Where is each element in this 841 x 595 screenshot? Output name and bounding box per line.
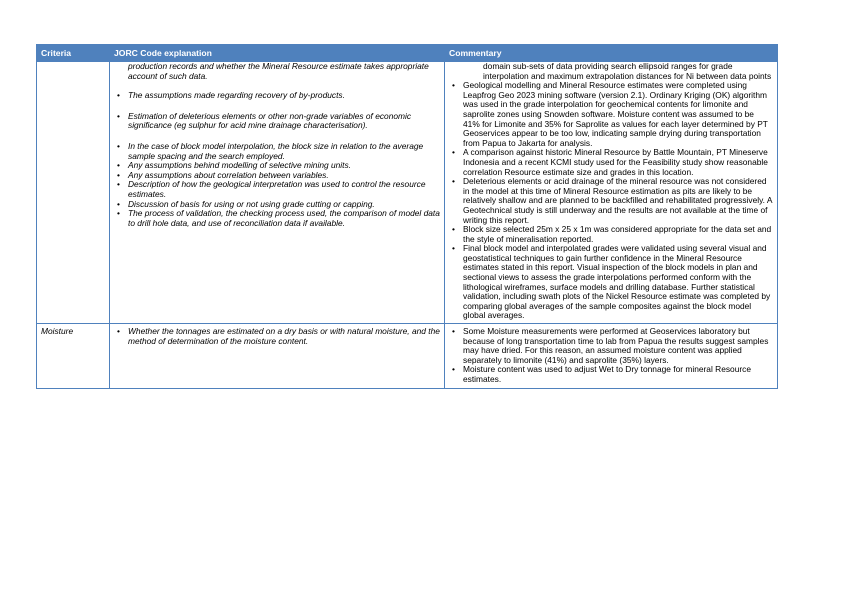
list-item: • Any assumptions about correlation between variables. — [114, 171, 440, 181]
commentary-continuation-text: domain sub-sets of data providing search ellipsoid ranges for grade interpolation and maximum extrapolation distances for Ni between data points — [483, 61, 772, 81]
commentary-bullet-list — [449, 81, 773, 321]
jorc-bullet-list — [114, 327, 440, 346]
header-commentary: Commentary — [445, 45, 778, 62]
list-item: • Final block model and interpolated grades were validated using several visual and geostatistical techniques to gain further confidence in the Mineral Resource estimates stated in this report. Visual inspection of the block models in plan and sectional views to assess the grade interpolations performed conform with the lithological wireframes, surface models and drilling database. Further statistical validation, including swath plots of the Nickel Resource estimate was completed by comparing global averages of the sample composites against the block model global averages. — [449, 244, 773, 321]
jorc-cell — [110, 62, 445, 324]
criteria-cell: Moisture — [37, 324, 110, 389]
list-item: • Some Moisture measurements were performed at Geoservices laboratory but because of long transportation time to lab from Papua the results suggest samples may have dried. For this reason, an assumed moisture content was applied separately to limonite (41%) and saprolite (35%) layers. — [449, 327, 773, 365]
list-item: • The assumptions made regarding recovery of by-products. — [114, 91, 440, 101]
table-row — [37, 324, 778, 389]
list-item: • Moisture content was used to adjust Wet to Dry tonnage for mineral Resource estimates. — [449, 365, 773, 384]
jorc-continuation-text: production records and whether the Mineral Resource estimate takes appropriate account of such data. — [128, 61, 429, 81]
list-item: • A comparison against historic Mineral Resource by Battle Mountain, PT Mineserve Indonesia and a recent KCMI study used for the Feasibility study show reasonable correlation Resource estimate size and grades in this location. — [449, 148, 773, 177]
list-item: • Estimation of deleterious elements or other non-grade variables of economic significance (eg sulphur for acid mine drainage characterisation). — [114, 112, 440, 131]
table-header-row — [37, 45, 778, 62]
commentary-bullet-list — [449, 327, 773, 385]
list-item: • In the case of block model interpolation, the block size in relation to the average sample spacing and the search employed. — [114, 142, 440, 161]
list-item: • Any assumptions behind modelling of selective mining units. — [114, 161, 440, 171]
list-item: • Block size selected 25m x 25 x 1m was considered appropriate for the data set and the style of mineralisation reported. — [449, 225, 773, 244]
header-jorc-explanation: JORC Code explanation — [110, 45, 445, 62]
header-criteria: Criteria — [37, 45, 110, 62]
list-item: • The process of validation, the checking process used, the comparison of model data to drill hole data, and use of reconciliation data if available. — [114, 209, 440, 228]
commentary-cell — [445, 324, 778, 389]
list-item: • Geological modelling and Mineral Resource estimates were completed using Leapfrog Geo 2023 mining software (version 2.1). Ordinary Kriging (OK) algorithm was used in the grade interpolation for geochemical contents for limonite and saprolite zones using Snowden software. Moisture content was assumed to be 41% for Limonite and 35% for Saprolite as values for each layer determined by PT Geoservices appear to be too low, indicating sample drying during transportation from Papua to Jakarta for analysis. — [449, 81, 773, 148]
commentary-cell — [445, 62, 778, 324]
jorc-table — [36, 44, 777, 389]
list-item: • Discussion of basis for using or not using grade cutting or capping. — [114, 200, 440, 210]
criteria-cell — [37, 62, 110, 324]
jorc-cell — [110, 324, 445, 389]
jorc-table-grid — [36, 44, 778, 389]
list-item: • Description of how the geological interpretation was used to control the resource estimates. — [114, 180, 440, 199]
jorc-bullet-list — [114, 91, 440, 228]
table-row — [37, 62, 778, 324]
list-item: • Whether the tonnages are estimated on a dry basis or with natural moisture, and the method of determination of the moisture content. — [114, 327, 440, 346]
list-item: • Deleterious elements or acid drainage of the mineral resource was not considered in the model at this time of Mineral Resource estimation as pits are likely to be relatively shallow and are planned to be backfilled and rehabilitated progressively. A Geotechnical study is still underway and the results are not available at the time of writing this report. — [449, 177, 773, 225]
